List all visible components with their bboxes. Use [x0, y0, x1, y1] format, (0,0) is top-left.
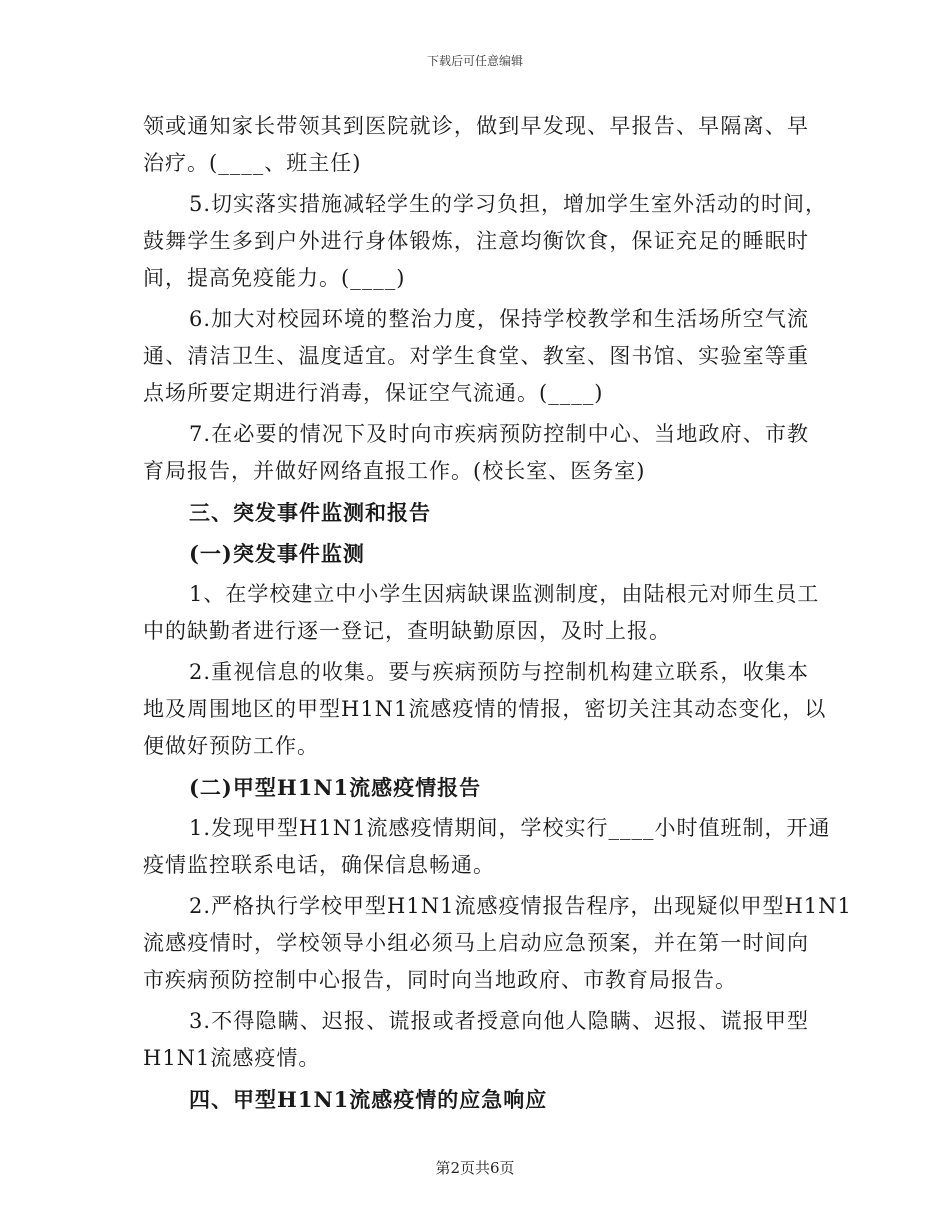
text-line: H1N1流感疫情。: [143, 1046, 321, 1070]
text-line: 5.切实落实措施减轻学生的学习负担，增加学生室外活动的时间，: [189, 192, 828, 216]
text-line: 领或通知家长带领其到医院就诊，做到早发现、早报告、早隔离、早: [143, 114, 809, 138]
text-line: 育局报告，并做好网络直报工作。(校长室、医务室): [143, 459, 646, 483]
text-line: 2.重视信息的收集。要与疾病预防与控制机构建立联系，收集本: [189, 660, 809, 684]
text-line: 地及周围地区的甲型H1N1流感疫情的情报，密切关注其动态变化，以: [143, 697, 827, 721]
text-line: 间，提高免疫能力。(____): [143, 266, 406, 290]
page-header: 下载后可任意编辑: [426, 54, 523, 68]
text-line: 6.加大对校园环境的整治力度，保持学校教学和生活场所空气流: [189, 307, 809, 331]
document-body: [143, 108, 852, 1118]
text-line: 便做好预防工作。: [143, 734, 319, 758]
page-number: 第2页共6页: [435, 1159, 515, 1177]
text-line: 中的缺勤者进行逐一登记，查明缺勤原因，及时上报。: [143, 619, 671, 643]
text-line: 市疾病预防控制中心报告，同时向当地政府、市教育局报告。: [143, 968, 737, 992]
text-line: 治疗。(____、班主任): [143, 151, 362, 175]
subsection-heading: (二)甲型H1N1流感疫情报告: [189, 775, 482, 800]
section-heading: 三、突发事件监测和报告: [189, 500, 431, 525]
subsection-heading: (一)突发事件监测: [189, 541, 365, 566]
text-line: 疫情监控联系电话，确保信息畅通。: [143, 853, 495, 877]
text-line: 鼓舞学生多到户外进行身体锻炼，注意均衡饮食，保证充足的睡眠时: [143, 229, 809, 253]
text-line: 点场所要定期进行消毒，保证空气流通。(____): [143, 381, 604, 405]
text-line: 1、在学校建立中小学生因病缺课监测制度，由陆根元对师生员工: [189, 582, 820, 606]
text-line: 3.不得隐瞒、迟报、谎报或者授意向他人隐瞒、迟报、谎报甲型: [189, 1009, 809, 1033]
text-line: 通、清洁卫生、温度适宜。对学生食堂、教室、图书馆、实验室等重: [143, 344, 809, 368]
text-line: 2.严格执行学校甲型H1N1流感疫情报告程序，出现疑似甲型H1N1: [189, 894, 852, 918]
text-line: 1.发现甲型H1N1流感疫情期间，学校实行____小时值班制，开通: [189, 816, 831, 840]
text-line: 流感疫情时，学校领导小组必须马上启动应急预案，并在第一时间向: [143, 931, 809, 955]
section-heading: 四、甲型H1N1流感疫情的应急响应: [189, 1087, 548, 1112]
text-line: 7.在必要的情况下及时向市疾病预防控制中心、当地政府、市教: [189, 422, 809, 446]
